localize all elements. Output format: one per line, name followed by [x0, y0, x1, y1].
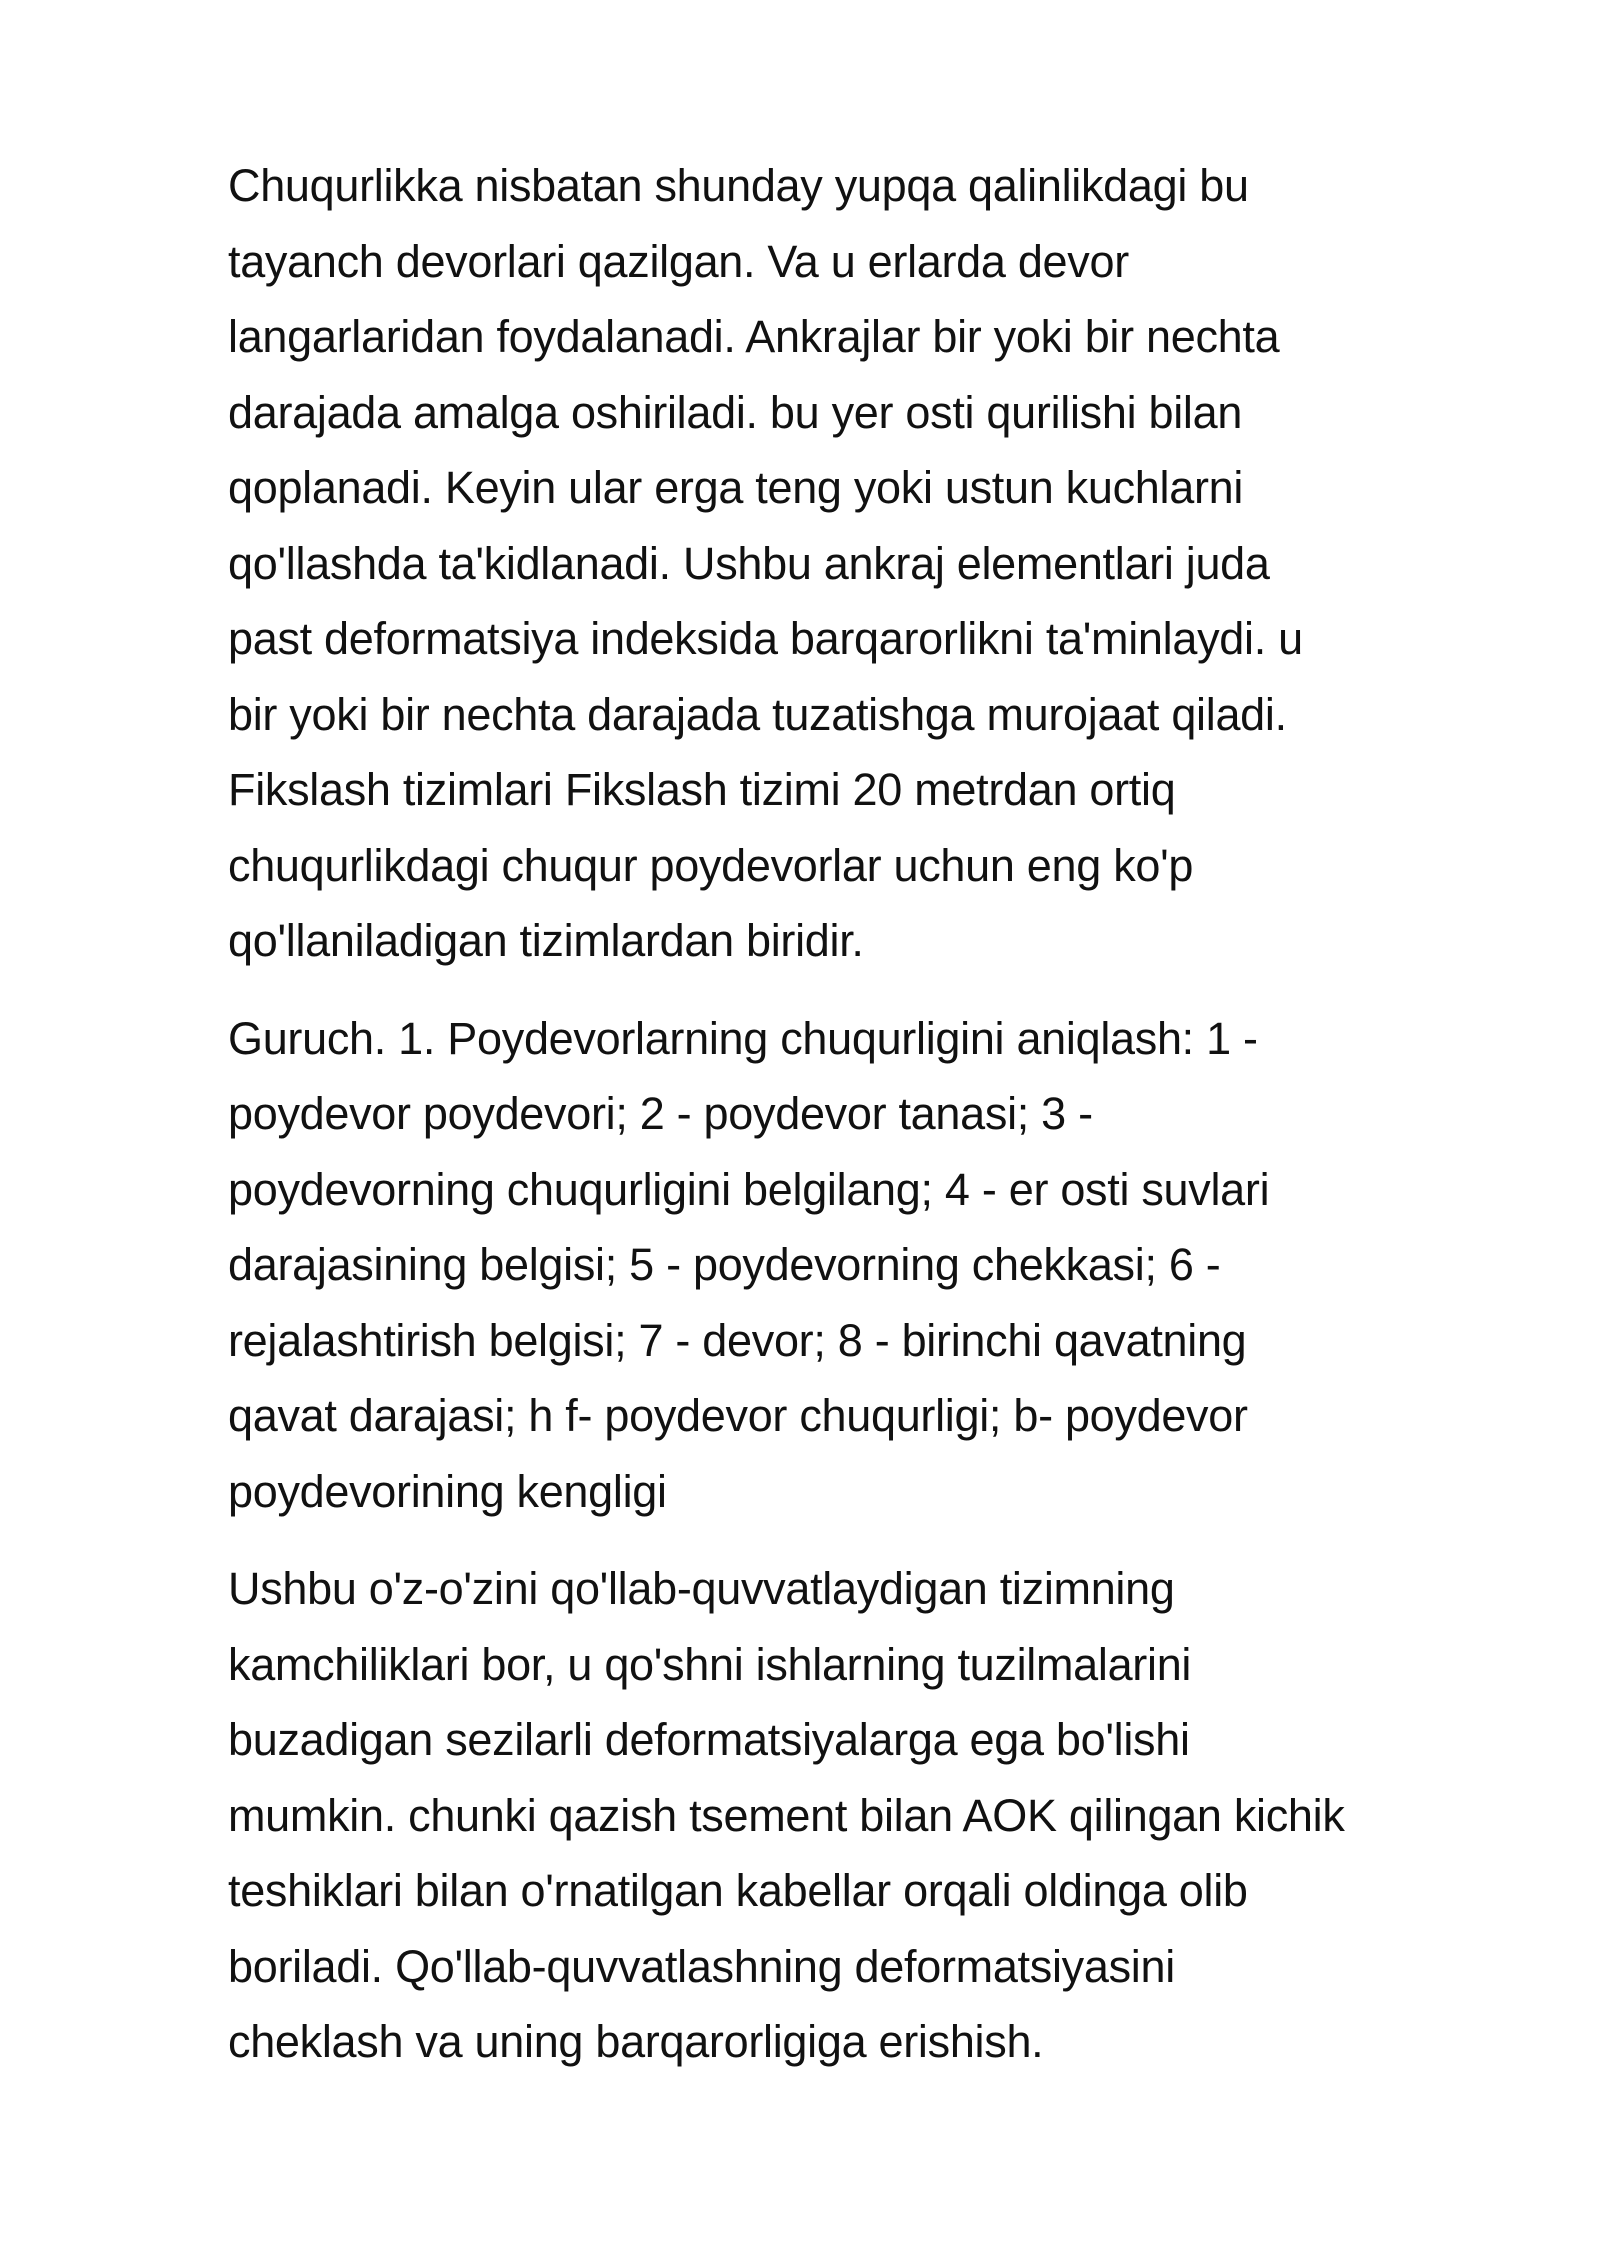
- document-body: [228, 148, 1480, 2080]
- text-line: bir yoki bir nechta darajada tuzatishga murojaat qiladi.: [228, 688, 1287, 740]
- text-line: tayanch devorlari qazilgan. Va u erlarda devor: [228, 235, 1129, 287]
- text-line: boriladi. Qo'llab-quvvatlashning deformatsiyasini: [228, 1940, 1175, 1992]
- text-line: poydevor poydevori; 2 - poydevor tanasi; 3 -: [228, 1088, 1093, 1139]
- text-line: qoplanadi. Keyin ular erga teng yoki ustun kuchlarni: [228, 462, 1244, 513]
- text-line: rejalashtirish belgisi; 7 - devor; 8 - birinchi qavatning: [228, 1314, 1247, 1366]
- paragraph-2-figure-caption: [228, 1001, 1480, 1530]
- text-line: qo'llaniladigan tizimlardan biridir.: [228, 915, 864, 966]
- text-line: teshiklari bilan o'rnatilgan kabellar orqali oldinga olib: [228, 1865, 1248, 1916]
- text-line: poydevorining kengligi: [228, 1465, 667, 1517]
- text-line: Chuqurlikka nisbatan shunday yupqa qalinlikdagi bu: [228, 160, 1249, 211]
- paragraph-1: [228, 148, 1480, 979]
- text-line: qavat darajasi; h f- poydevor chuqurligi; b- poydevor: [228, 1390, 1248, 1441]
- text-line: poydevorning chuqurligini belgilang; 4 - er osti suvlari: [228, 1163, 1270, 1215]
- text-line: Fikslash tizimlari Fikslash tizimi 20 metrdan ortiq: [228, 764, 1176, 815]
- text-line: chuqurlikdagi chuqur poydevorlar uchun eng ko'p: [228, 839, 1194, 891]
- text-line: mumkin. chunki qazish tsement bilan AOK qilingan kichik: [228, 1789, 1345, 1841]
- text-line: qo'llashda ta'kidlanadi. Ushbu ankraj elementlari juda: [228, 537, 1270, 589]
- paragraph-3: [228, 1551, 1480, 2080]
- text-line: Guruch. 1. Poydevorlarning chuqurligini aniqlash: 1 -: [228, 1012, 1258, 1064]
- text-line: Ushbu o'z-o'zini qo'llab-quvvatlaydigan tizimning: [228, 1563, 1175, 1614]
- text-line: kamchiliklari bor, u qo'shni ishlarning tuzilmalarini: [228, 1638, 1192, 1690]
- text-line: darajada amalga oshiriladi. bu yer osti qurilishi bilan: [228, 386, 1243, 438]
- text-line: langarlaridan foydalanadi. Ankrajlar bir yoki bir nechta: [228, 311, 1280, 362]
- text-line: buzadigan sezilarli deformatsiyalarga ega bo'lishi: [228, 1714, 1190, 1765]
- text-line: cheklash va uning barqarorligiga erishish.: [228, 2016, 1044, 2067]
- text-line: past deformatsiya indeksida barqarorlikni ta'minlaydi. u: [228, 613, 1303, 664]
- text-line: darajasining belgisi; 5 - poydevorning chekkasi; 6 -: [228, 1239, 1221, 1290]
